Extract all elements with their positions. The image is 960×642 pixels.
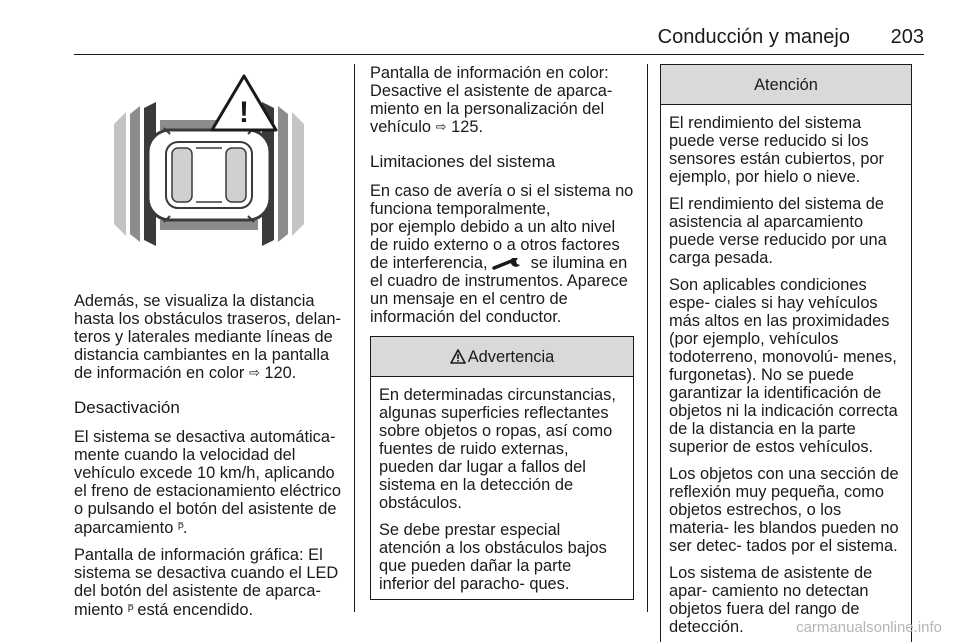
attention-paragraph: El rendimiento del sistema puede verse reducido si los sensores están cubiertos, por ejemplo, por hielo o nieve. [669,114,885,186]
attention-paragraph: Los sistema de asistente de apar- camiento no detectan objetos fuera del rango de detección. [669,564,873,636]
page-header [0,0,960,56]
attention-box [660,64,912,642]
paragraph-auto-deactivation: El sistema se desactiva automática- mente cuando la velocidad del vehículo excede 10 km/h, aplicando el freno de estacionamiento eléctrico o pulsando el botón del asistente de aparcamiento P̅. [74,428,341,537]
section-title: Conducción y manejo [657,26,850,48]
page-ref-arrow-icon: ⇨ [248,365,260,380]
attention-box-body [661,105,911,642]
paragraph-interference: por ejemplo debido a un alto nivel de ruido externo o a otros factores de interferencia, se ilumina en el cuadro de instrumentos. Aparece un mensaje en el centro de información del conductor. [370,218,628,326]
column-3 [660,64,912,642]
attention-box-header: Atención [661,65,911,105]
page-ref-arrow-icon: ⇨ [435,119,447,134]
warning-paragraph-1: En determinadas circunstancias, algunas superficies reflectantes sobre objetos o ropas, así como fuentes de ruido externas, pueden dar lugar a fallos del sistema en la detección de obstáculos. [379,386,616,512]
warning-box [370,336,634,600]
column-divider-1 [354,64,355,612]
attention-paragraph: Los objetos con una sección de reflexión muy pequeña, como objetos estrechos, o los materia- les blandos pueden no ser detec- tados por el sistema. [669,465,899,555]
wrench-icon [492,256,526,270]
paragraph-color-display: Pantalla de información en color: Desactive el asistente de aparca- miento en la personalización del vehículo ⇨ 125. [370,64,613,136]
column-2 [370,64,634,600]
header-divider [74,54,924,55]
paragraph-distance-display: Además, se visualiza la distancia hasta los obstáculos traseros, delan- teros y laterales mediante líneas de distancia cambiantes en la pantalla de información en color ⇨ 120. [74,292,341,382]
parking-assist-button-icon: P̅ [127,604,133,614]
page-ref-link[interactable]: 125. [451,118,483,136]
warning-triangle-icon [212,76,276,130]
warning-paragraph-2: Se debe prestar especial atención a los obstáculos bajos que pueden dañar la parte inferior del paracho- ques. [379,521,607,593]
heading-deactivation: Desactivación [74,398,180,417]
heading-system-limits: Limitaciones del sistema [370,152,556,171]
page-ref-link[interactable]: 120. [264,364,297,382]
attention-paragraph: Son aplicables condiciones espe- ciales si hay vehículos más altos en las proximidades (por ejemplo, vehículos todoterreno, monovolú- menes, furgonetas). No se puede garantizar la identificación de objetos ni la indicación correcta de la distancia en la parte superior de estos vehículos. [669,276,898,456]
warning-box-body [371,377,633,599]
car-top-view-icon [74,64,344,284]
warning-triangle-icon [450,349,466,364]
car-body [148,128,270,222]
page-number: 203 [890,26,924,48]
parking-assist-button-icon: P̅ [177,522,183,532]
attention-paragraph: El rendimiento del sistema de asistencia al aparcamiento puede verse reducido por una carga pesada. [669,195,887,267]
warning-box-header [371,337,633,377]
watermark: carmanualsonline.info [796,619,942,636]
paragraph-graphic-display: Pantalla de información gráfica: El sistema se desactiva cuando el LED del botón del asistente de aparca- miento P̅ está encendido. [74,546,339,619]
warning-symbol: ! [239,96,249,129]
column-1 [74,292,344,628]
paragraph-failure: En caso de avería o si el sistema no funciona temporalmente, [370,182,634,218]
column-divider-2 [647,64,648,612]
parking-sensor-figure [74,64,344,284]
warning-box-title: Advertencia [467,348,555,366]
